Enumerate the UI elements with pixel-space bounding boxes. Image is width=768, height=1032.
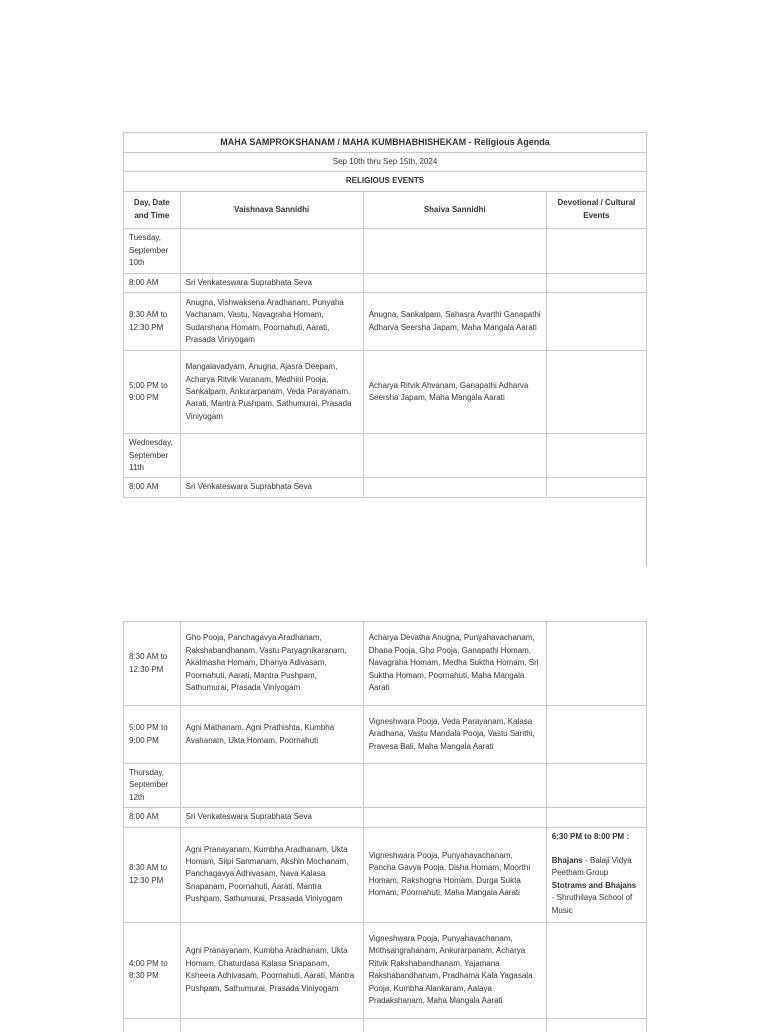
- header-row: [124, 191, 647, 228]
- agenda-page-2: [123, 621, 647, 1032]
- row-cultural: [546, 434, 646, 478]
- row-shaiva: [363, 273, 546, 292]
- row-cultural: [546, 706, 646, 764]
- row-shaiva: Anugna, Sankalpam, Sahasra Avarthi Ganapathi Adharva Seersha Japam, Maha Mangala Aarati: [363, 293, 546, 351]
- row-shaiva: Vigneshwara Pooja, Punyahavachanam, Pancha Gavya Pooja, Disha Homam, Moorthi Homam, Rakshogna Homam, Durga Sukta Homam, Poornahuti, Maha Mangala Aarati: [363, 827, 546, 922]
- row-time: 4:00 PM to 8:30 PM: [124, 922, 181, 1018]
- row-vaishnava: Mangalavadyam, Anugna, Ajasra Deepam, Acharya Ritvik Varanam, Medhini Pooja, Sankalpam, Ankurarpanam, Veda Parayanam, Aarati, Mantra Pushpam, Sathumurai, Prasada Viniyogam: [180, 351, 363, 434]
- row-cultural: [546, 622, 646, 706]
- row-shaiva: Vigneshwara Pooja, Punyahavachanam, Mrithsangrahanam, Ankurarpanam, Acharya Ritvik Rakshabandhanam, Yajamana Rakshabandhanam, Pradhama Kala Yagasala Pooja, Kumbha Alankaram, Aalaya Pradakshanam, Maha Mangala Aarati: [363, 922, 546, 1018]
- section-heading: RELIGIOUS EVENTS: [124, 172, 647, 191]
- row-shaiva: Acharya Ritvik Ahvanam, Ganapathi Adharva Seersha Japam, Maha Mangala Aarati: [363, 351, 546, 434]
- cultural-stotrams: Stotrams and Bhajans - Shruthilaya School of Music: [551, 880, 637, 915]
- row-vaishnava: Gho Pooja, Panchagavya Aradhanam, Rakshabandhanam, Vastu Paryagnikaranam, Akalmasha Homam, Dhanya Adivasam, Poornahuti, Aarati, Mantra Pushpam, Sathumurai, Prasada Viniyogam: [180, 622, 363, 706]
- row-time: 5:00 PM to 9:00 PM: [124, 706, 181, 764]
- row-shaiva: [363, 808, 546, 827]
- table-row-cutoff: [124, 1018, 647, 1032]
- agenda-page-1: [123, 132, 647, 498]
- cultural-time: 6:30 PM to 8:00 PM :: [551, 831, 630, 841]
- row-vaishnava: Agni Mathanam, Agni Prathishta, Kumbha Avahanam, Ukta Homam, Poornahuti: [180, 706, 363, 764]
- row-time: 8:30 AM to 12:30 PM: [124, 293, 181, 351]
- table-row: [124, 293, 647, 351]
- row-time: 5:00 PM to 9:00 PM: [124, 351, 181, 434]
- row-time: Wednesday, September 11th: [124, 434, 181, 478]
- row-cultural: [546, 922, 646, 1018]
- row-shaiva: [363, 478, 546, 497]
- row-vaishnava: Agni Pranayanam, Kumbha Aradhanam, Ukta Homam, Chaturdasa Kalasa Snapanam, Ksheera Adhivasam, Poornahuti, Aarati, Mantra Pushpam, Sathumurai, Prasada Viniyogam: [180, 922, 363, 1018]
- row-cultural: [546, 764, 646, 808]
- table-row: [124, 622, 647, 706]
- row-cultural: [546, 273, 646, 292]
- header-shaiva: Shaiva Sannidhi: [363, 191, 546, 228]
- agenda-table-1: [123, 132, 647, 498]
- table-row: [124, 827, 647, 922]
- table-row: [124, 273, 647, 292]
- row-time: 8:30 AM to 12:30 PM: [124, 622, 181, 706]
- table-row: [124, 228, 647, 273]
- table-row: [124, 706, 647, 764]
- row-vaishnava: Sri Venkateswara Suprabhata Seva: [180, 478, 363, 497]
- cultural-bhajans: Bhajans - Balaji Vidya Peetham Group: [551, 856, 632, 878]
- row-shaiva: [363, 764, 546, 808]
- row-cultural: [546, 808, 646, 827]
- row-vaishnava: Anugna, Vishwaksena Aradhanam, Punyaha Vachanam, Vastu, Navagraha Homam, Sudarshana Homam, Poornahuti, Aarati, Prasada Viniyogam: [180, 293, 363, 351]
- row-vaishnava: [180, 434, 363, 478]
- row-cultural: [546, 293, 646, 351]
- header-vaishnava: Vaishnava Sannidhi: [180, 191, 363, 228]
- agenda-title: MAHA SAMPROKSHANAM / MAHA KUMBHABHISHEKAM - Religious Agenda: [124, 133, 647, 153]
- table-row: [124, 351, 647, 434]
- row-time: 8:00 AM: [124, 273, 181, 292]
- row-time: Tuesday, September 10th: [124, 228, 181, 273]
- cultural-events-cell: [546, 827, 646, 922]
- row-shaiva: Acharya Devatha Anugna, Punyahavachanam, Dhana Pooja, Gho Pooja, Ganapathi Homam, Navagraha Homam, Medha Suktha Homam, Sri Suktha Homam, Poornahuti, Maha Mangala Aarati: [363, 622, 546, 706]
- table-row: [124, 808, 647, 827]
- row-vaishnava: Sri Venkateswara Suprabhata Seva: [180, 808, 363, 827]
- row-vaishnava: [180, 228, 363, 273]
- header-cultural: Devotional / Cultural Events: [546, 191, 646, 228]
- section-row: [124, 172, 647, 191]
- row-shaiva: Vigneshwara Pooja, Veda Parayanam, Kalasa Aradhana, Vastu Mandala Pooja, Vastu Santhi, Pravesa Bali, Maha Mangala Aarati: [363, 706, 546, 764]
- table-row: [124, 478, 647, 497]
- dates-row: [124, 153, 647, 172]
- table-row: [124, 434, 647, 478]
- row-shaiva: [363, 228, 546, 273]
- row-time: Thursday, September 12th: [124, 764, 181, 808]
- row-shaiva: [363, 434, 546, 478]
- row-time: 8:30 AM to 12:30 PM: [124, 827, 181, 922]
- agenda-table-2: [123, 621, 647, 1032]
- row-time: 8:00 AM: [124, 808, 181, 827]
- row-vaishnava: Agni Pranayanam, Kumbha Aradhanam, Ukta Homam, Silpi Sanmanam, Akshin Mochanam, Panchagavya Adhivasam, Nava Kalasa Snapanam, Poornahuti, Aarati, Mantra Pushpam, Sathumurai, Prsasada Viniyogam: [180, 827, 363, 922]
- row-cultural: [546, 228, 646, 273]
- row-vaishnava: Sri Venkateswara Suprabhata Seva: [180, 273, 363, 292]
- row-cultural: [546, 351, 646, 434]
- row-time: 8:00 AM: [124, 478, 181, 497]
- table-row: [124, 764, 647, 808]
- row-vaishnava: [180, 764, 363, 808]
- header-day: Day, Date and Time: [124, 191, 181, 228]
- agenda-dates: Sep 10th thru Sep 15th, 2024: [124, 153, 647, 172]
- table-row: [124, 922, 647, 1018]
- title-row: [124, 133, 647, 153]
- row-cultural: [546, 478, 646, 497]
